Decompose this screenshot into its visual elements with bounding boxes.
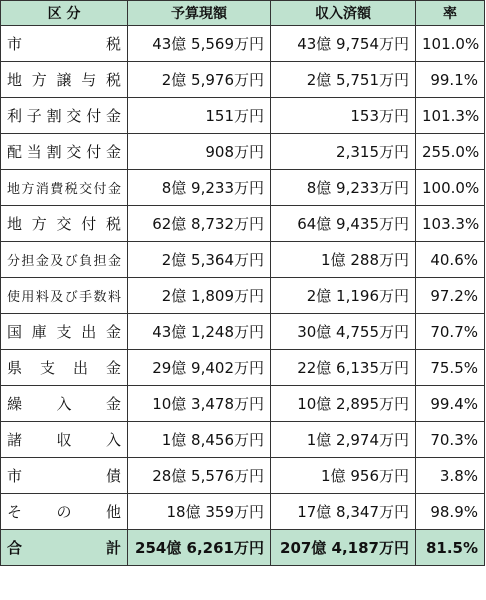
row-rate: 40.6% (416, 242, 485, 278)
total-row (1, 530, 485, 566)
table-row (1, 206, 485, 242)
row-rate: 255.0% (416, 134, 485, 170)
row-budget: 10億 3,478万円 (128, 386, 271, 422)
total-budget: 254億 6,261万円 (128, 530, 271, 566)
row-income: 1億 2,974万円 (271, 422, 416, 458)
row-budget: 2億 5,976万円 (128, 62, 271, 98)
row-income: 17億 8,347万円 (271, 494, 416, 530)
row-income: 22億 6,135万円 (271, 350, 416, 386)
row-name: 市債 (1, 458, 128, 494)
row-budget: 1億 8,456万円 (128, 422, 271, 458)
row-name: 市税 (1, 26, 128, 62)
row-income: 2億 5,751万円 (271, 62, 416, 98)
row-income: 64億 9,435万円 (271, 206, 416, 242)
row-name: 地方交付税 (1, 206, 128, 242)
table-row (1, 494, 485, 530)
total-rate: 81.5% (416, 530, 485, 566)
row-name: 諸収入 (1, 422, 128, 458)
table-row (1, 26, 485, 62)
row-rate: 97.2% (416, 278, 485, 314)
row-name: 地方譲与税 (1, 62, 128, 98)
row-name: 国庫支出金 (1, 314, 128, 350)
row-rate: 3.8% (416, 458, 485, 494)
row-budget: 43億 1,248万円 (128, 314, 271, 350)
table-row (1, 458, 485, 494)
table-row (1, 386, 485, 422)
row-rate: 101.3% (416, 98, 485, 134)
table-row (1, 278, 485, 314)
row-name: 分担金及び負担金 (1, 242, 128, 278)
table-row (1, 62, 485, 98)
total-income: 207億 4,187万円 (271, 530, 416, 566)
table-row (1, 314, 485, 350)
header-income: 収入済額 (271, 1, 416, 26)
header-rate: 率 (416, 1, 485, 26)
row-name: 配当割交付金 (1, 134, 128, 170)
row-rate: 100.0% (416, 170, 485, 206)
table-row (1, 242, 485, 278)
table-row (1, 98, 485, 134)
table-row (1, 170, 485, 206)
total-name: 合計 (1, 530, 128, 566)
row-income: 10億 2,895万円 (271, 386, 416, 422)
row-budget: 29億 9,402万円 (128, 350, 271, 386)
row-name: その他 (1, 494, 128, 530)
row-rate: 103.3% (416, 206, 485, 242)
row-income: 30億 4,755万円 (271, 314, 416, 350)
row-budget: 18億 359万円 (128, 494, 271, 530)
row-name: 県支出金 (1, 350, 128, 386)
row-name: 利子割交付金 (1, 98, 128, 134)
row-rate: 99.4% (416, 386, 485, 422)
row-rate: 99.1% (416, 62, 485, 98)
row-income: 2億 1,196万円 (271, 278, 416, 314)
row-rate: 98.9% (416, 494, 485, 530)
row-budget: 8億 9,233万円 (128, 170, 271, 206)
row-name: 使用料及び手数料 (1, 278, 128, 314)
row-income: 1億 956万円 (271, 458, 416, 494)
row-budget: 908万円 (128, 134, 271, 170)
row-budget: 43億 5,569万円 (128, 26, 271, 62)
row-income: 153万円 (271, 98, 416, 134)
header-budget: 予算現額 (128, 1, 271, 26)
table-row (1, 134, 485, 170)
row-rate: 75.5% (416, 350, 485, 386)
row-budget: 151万円 (128, 98, 271, 134)
row-income: 2,315万円 (271, 134, 416, 170)
row-income: 1億 288万円 (271, 242, 416, 278)
row-budget: 2億 5,364万円 (128, 242, 271, 278)
row-income: 8億 9,233万円 (271, 170, 416, 206)
row-rate: 70.7% (416, 314, 485, 350)
row-income: 43億 9,754万円 (271, 26, 416, 62)
row-name: 地方消費税交付金 (1, 170, 128, 206)
row-budget: 2億 1,809万円 (128, 278, 271, 314)
table-row (1, 350, 485, 386)
header-row (1, 1, 485, 26)
table-row (1, 422, 485, 458)
header-category: 区 分 (1, 1, 128, 26)
row-rate: 101.0% (416, 26, 485, 62)
row-budget: 62億 8,732万円 (128, 206, 271, 242)
row-budget: 28億 5,576万円 (128, 458, 271, 494)
row-name: 繰入金 (1, 386, 128, 422)
row-rate: 70.3% (416, 422, 485, 458)
